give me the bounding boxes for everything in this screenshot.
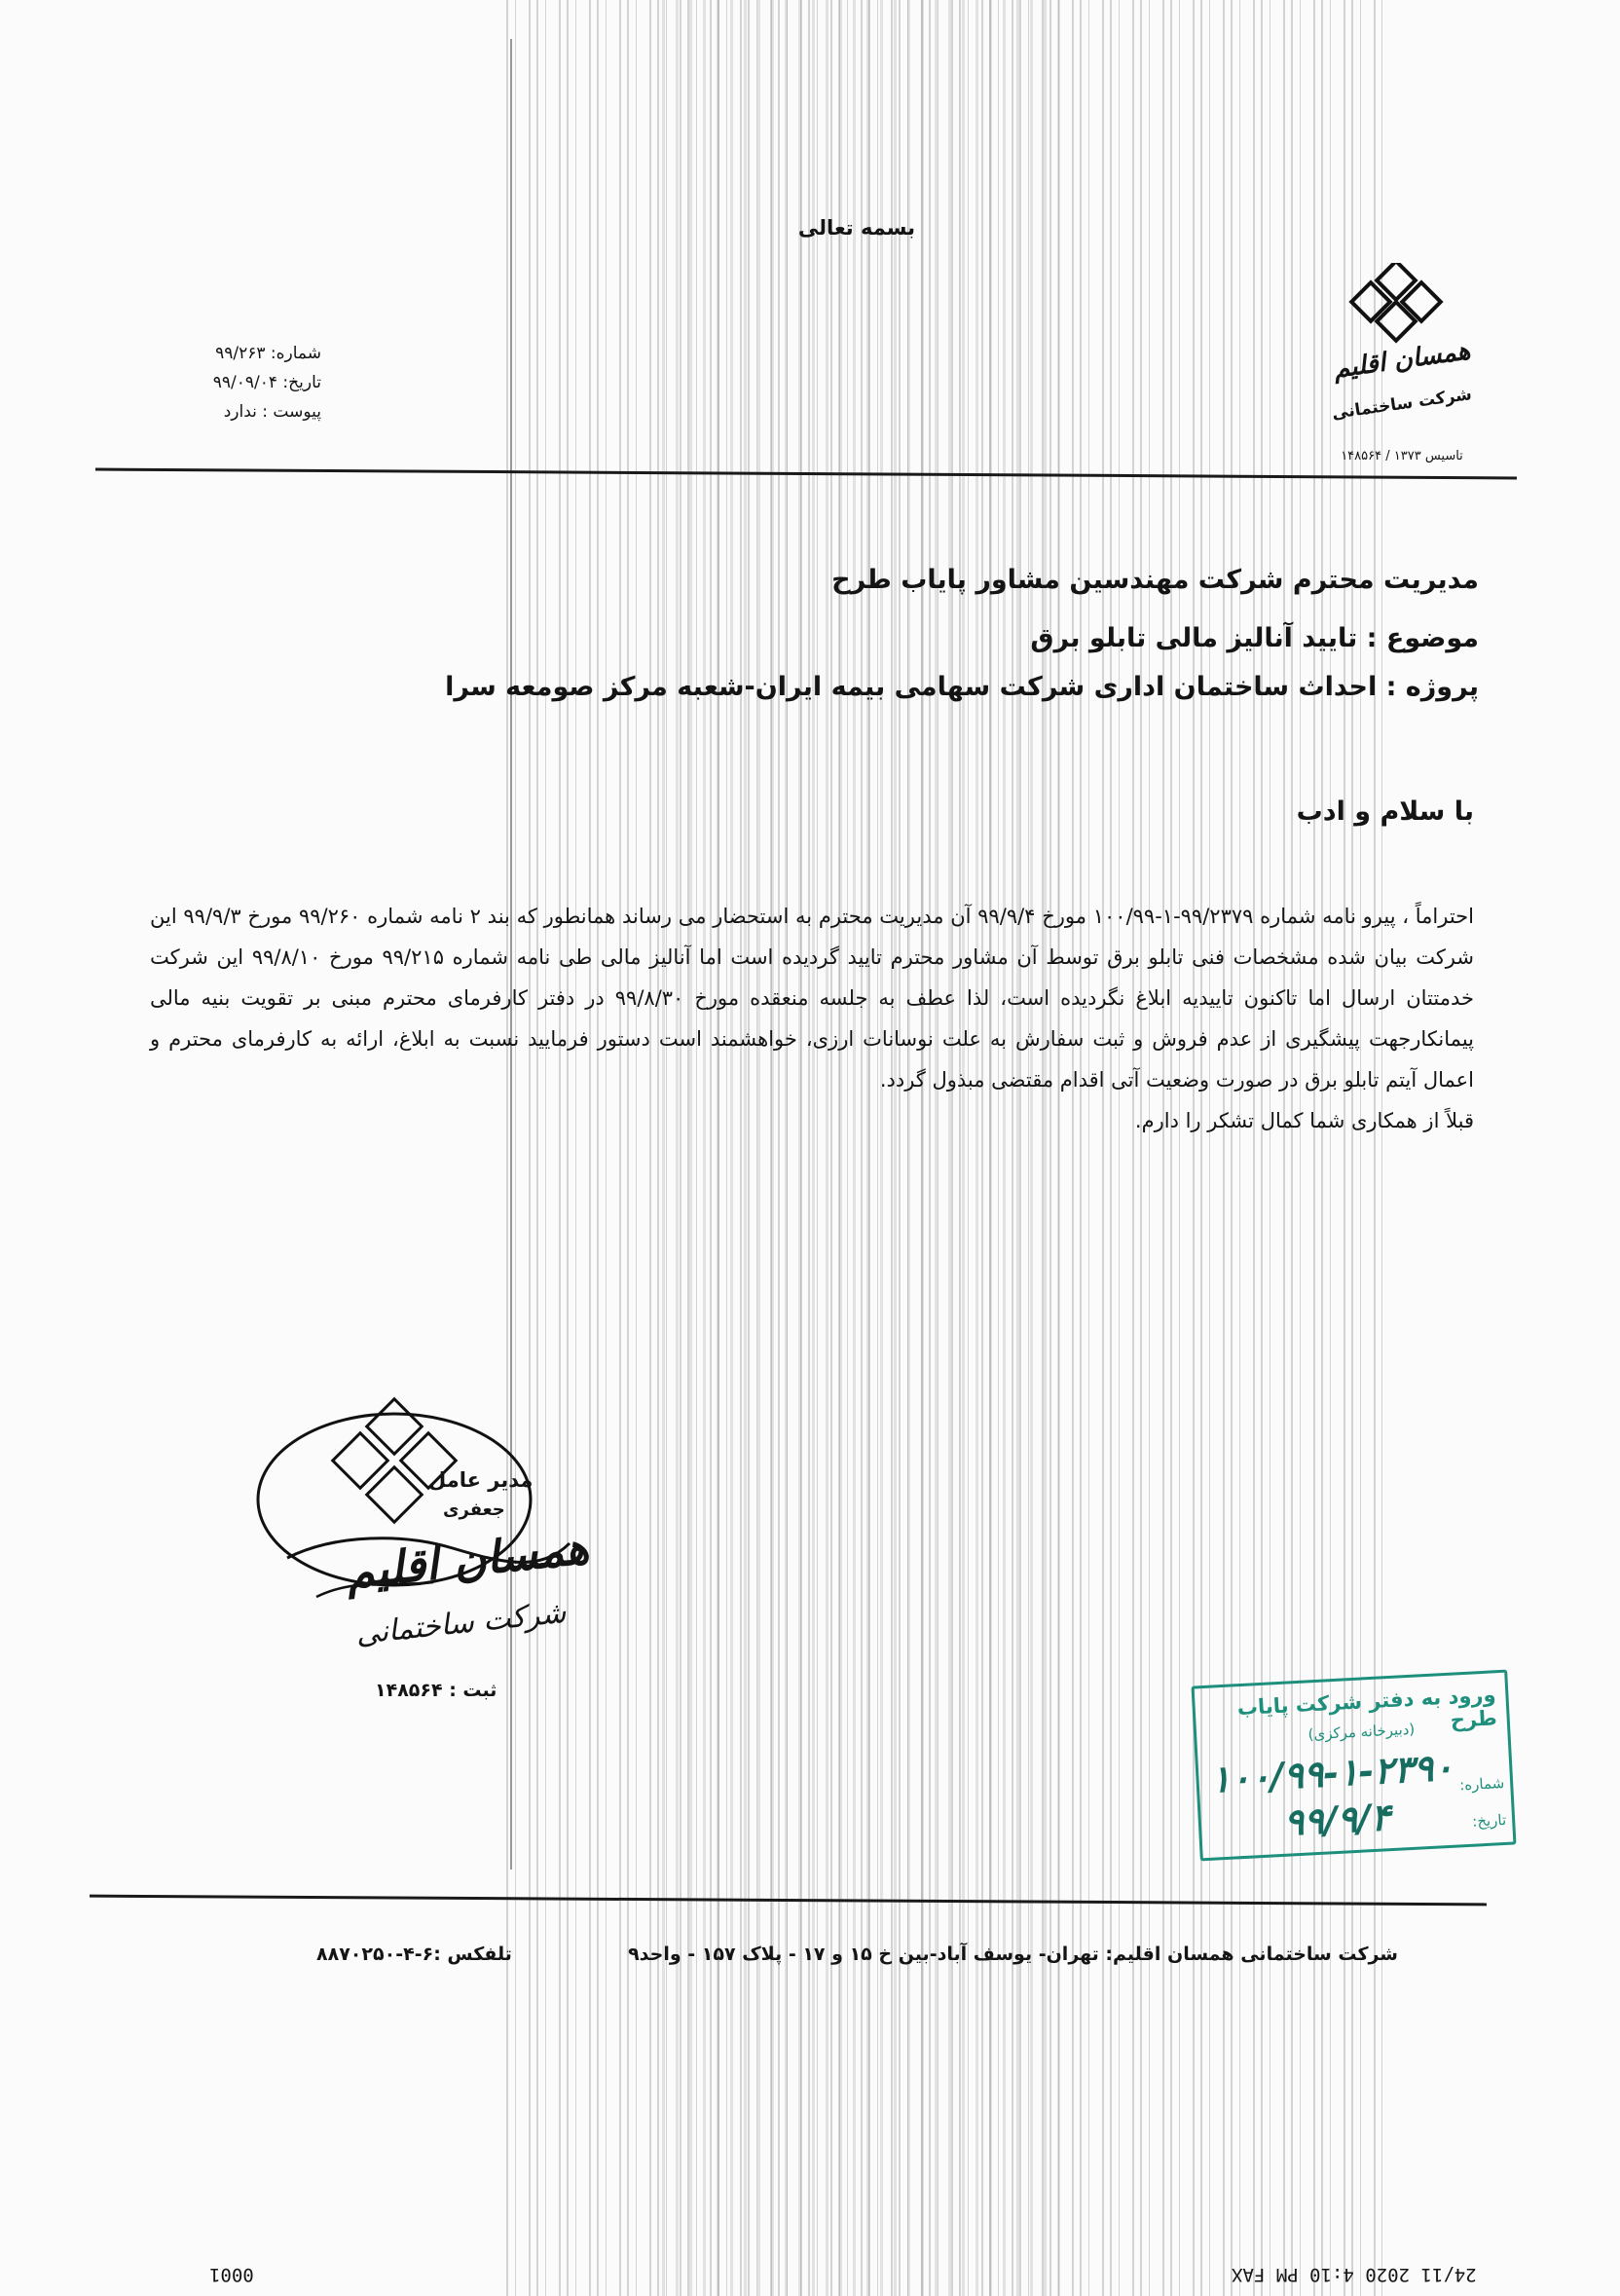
logo-registration: تاسیس ۱۳۷۳ / ۱۴۸۵۶۴ bbox=[1341, 449, 1463, 463]
letter-meta bbox=[166, 339, 321, 426]
body-paragraph: احتراماً ، پیرو نامه شماره ۹۹/۲۳۷۹-۱-۱۰۰/۹۹ مورخ ۹۹/۹/۴ آن مدیریت محترم به استحضار می رساند همانطور که بند ۲ نامه شماره ۹۹/۲۶۰ مورخ ۹۹/۹/۳ این شرکت بیان شده مشخصات فنی تابلو برق توسط آن مشاور محترم تایید گردیده است اما آنالیز مالی طی نامه شماره ۹۹/۲۱۵ مورخ ۹۹/۸/۱۰ این شرکت خدمتتان ارسال اما تاکنون تاییدیه ابلاغ نگردیده است، لذا عطف به جلسه منعقده مورخ ۹۹/۸/۳۰ در دفتر کارفرمای محترم مبنی بر تقویت بنیه مالی پیمانکارجهت پیشگیری از عدم فروش و ثبت سفارش به علت نوسانات ارزی، خواهشمند است دستور فرمایید نسبت به ابلاغ، ارائه به کارفرمای محترم و اعمال آیتم تابلو برق در صورت وضعیت آتی اقدام مقتضی مبذول گردد. bbox=[150, 905, 1475, 1092]
stamp-subtitle: (دبیرخانه مرکزی) bbox=[1307, 1720, 1416, 1744]
subject-line: موضوع : تایید آنالیز مالی تابلو برق bbox=[1030, 623, 1479, 653]
closing-paragraph: قبلاً از همکاری شما کمال تشکر را دارم. bbox=[1134, 1109, 1474, 1132]
signature-company-sub: شرکت ساختمانی bbox=[353, 1595, 568, 1652]
letter-number: شماره: ۹۹/۲۶۳ bbox=[215, 344, 321, 363]
signer-name: جعفری bbox=[443, 1500, 505, 1520]
letter-attachment: پیوست : ندارد bbox=[223, 402, 321, 422]
footer-address: شرکت ساختمانی همسان اقلیم: تهران- یوسف آباد-بین خ ۱۵ و ۱۷ - پلاک ۱۵۷ - واحد۹ bbox=[628, 1944, 1398, 1965]
logo-company-name: همسان اقلیم bbox=[1331, 336, 1473, 385]
bismillah: بسمه تعالی bbox=[797, 216, 916, 240]
stamp-title: ورود به دفتر شرکت پایاب طرح bbox=[1236, 1683, 1498, 1732]
signature-company: همسان اقلیم bbox=[343, 1521, 592, 1599]
fax-page-counter: 0001 bbox=[209, 2264, 254, 2285]
greeting: با سلام و ادب bbox=[1296, 796, 1474, 827]
stamp-number-value: ۱۰۰/۹۹-۱-۲۳۹۰ bbox=[1209, 1745, 1454, 1801]
stamp-date-value: ۹۹/۹/۴ bbox=[1282, 1796, 1392, 1844]
footer-telfax: تلفکس :۶-۴-۸۸۷۰۲۵۰ bbox=[316, 1944, 512, 1965]
receipt-stamp bbox=[1192, 1670, 1517, 1862]
addressee: مدیریت محترم شرکت مهندسین مشاور پایاب طرح bbox=[831, 565, 1479, 595]
project-line: پروژه : احداث ساختمان اداری شرکت سهامی بیمه ایران-شعبه مرکز صومعه سرا bbox=[445, 672, 1479, 702]
logo-company-subtitle: شرکت ساختمانی bbox=[1330, 385, 1474, 424]
letter-date: تاریخ: ۹۹/۰۹/۰۴ bbox=[212, 373, 321, 392]
stamp-date-label: تاریخ: bbox=[1471, 1810, 1507, 1831]
letter-body bbox=[150, 896, 1474, 1141]
signature-registration: ثبت : ۱۴۸۵۶۴ bbox=[375, 1680, 497, 1701]
signer-title: مدیر عامل bbox=[428, 1468, 534, 1492]
stamp-number-label: شماره: bbox=[1458, 1773, 1505, 1795]
fax-timestamp: 24/11 2020 4:10 PM FAX bbox=[1232, 2264, 1477, 2285]
